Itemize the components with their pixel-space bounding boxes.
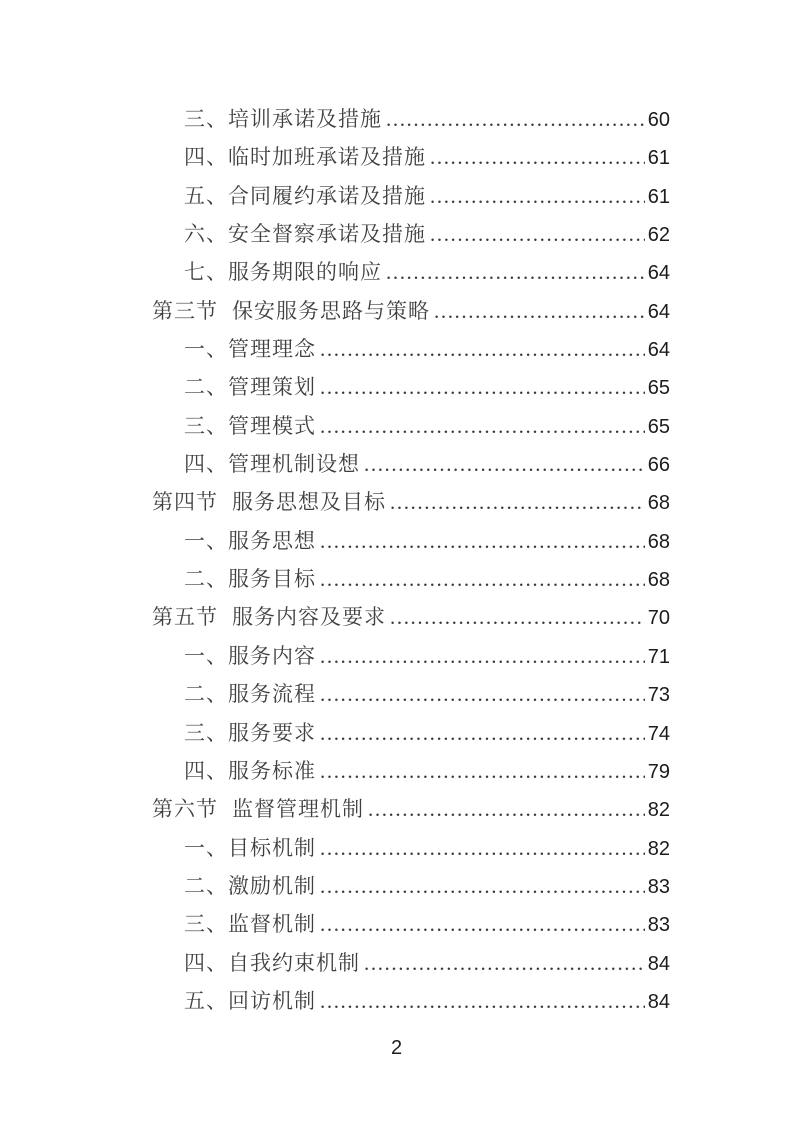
toc-entry-page: 61 [647, 147, 670, 170]
page-number: 2 [390, 1037, 403, 1059]
toc-entry-number: 五、 [184, 183, 228, 208]
toc-entry[interactable] [184, 368, 670, 406]
toc-entry-page: 84 [647, 990, 670, 1013]
toc-dot-leader [320, 637, 645, 675]
toc-entry-number: 第五节 [152, 605, 218, 630]
toc-entry-title: 管理策划 [228, 375, 316, 400]
table-of-contents [0, 100, 793, 1020]
toc-entry[interactable] [184, 675, 670, 713]
toc-entry-page: 83 [647, 875, 670, 898]
toc-dot-leader [430, 215, 645, 253]
toc-dot-leader [386, 100, 645, 138]
toc-dot-leader [364, 944, 645, 982]
toc-dot-leader [320, 982, 645, 1020]
toc-entry-number: 七、 [184, 260, 228, 285]
toc-entry-number: 二、 [184, 375, 228, 400]
toc-dot-leader [320, 714, 645, 752]
toc-entry-page: 68 [647, 530, 670, 553]
toc-entry[interactable] [184, 407, 670, 445]
toc-entry-page: 70 [647, 607, 670, 630]
toc-entry-number: 六、 [184, 222, 228, 247]
toc-entry-page: 65 [647, 377, 670, 400]
toc-entry-title: 管理机制设想 [228, 452, 360, 477]
toc-entry-title: 服务内容及要求 [232, 605, 386, 630]
toc-entry[interactable] [152, 483, 670, 521]
toc-entry-title: 服务要求 [228, 720, 316, 745]
toc-entry-page: 83 [647, 914, 670, 937]
toc-entry-page: 68 [647, 569, 670, 592]
toc-entry-number: 一、 [184, 643, 228, 668]
toc-entry-number: 三、 [184, 107, 228, 131]
toc-entry-page: 71 [647, 645, 670, 668]
toc-dot-leader [320, 829, 645, 867]
toc-entry-number: 四、 [184, 452, 228, 477]
toc-dot-leader [320, 905, 645, 943]
toc-entry[interactable] [152, 292, 670, 330]
toc-entry[interactable] [184, 944, 670, 982]
toc-entry-page: 79 [647, 760, 670, 783]
toc-dot-leader [320, 330, 645, 368]
toc-entry-number: 四、 [184, 950, 228, 975]
toc-entry[interactable] [184, 445, 670, 483]
toc-entry[interactable] [184, 982, 670, 1020]
toc-entry-page: 62 [647, 224, 670, 247]
toc-dot-leader [320, 522, 645, 560]
toc-entry-page: 73 [647, 684, 670, 707]
toc-entry[interactable] [184, 637, 670, 675]
toc-entry[interactable] [184, 905, 670, 943]
toc-entry-page: 68 [647, 492, 670, 515]
toc-entry-page: 66 [647, 454, 670, 477]
toc-entry-title: 服务流程 [228, 682, 316, 707]
toc-entry-number: 第六节 [152, 797, 218, 822]
toc-entry[interactable] [184, 100, 670, 138]
toc-entry-title: 回访机制 [228, 988, 316, 1013]
toc-entry-number: 二、 [184, 682, 228, 707]
toc-dot-leader [430, 138, 645, 176]
toc-entry-page: 64 [647, 262, 670, 285]
toc-entry-title: 合同履约承诺及措施 [228, 183, 426, 208]
toc-entry[interactable] [184, 714, 670, 752]
toc-entry-number: 一、 [184, 528, 228, 553]
toc-dot-leader [320, 867, 645, 905]
toc-entry-title: 监督机制 [228, 912, 316, 937]
toc-entry-page: 74 [647, 722, 670, 745]
toc-dot-leader [364, 445, 645, 483]
toc-entry[interactable] [184, 829, 670, 867]
toc-entry[interactable] [152, 790, 670, 828]
toc-entry[interactable] [184, 330, 670, 368]
toc-entry[interactable] [184, 138, 670, 176]
toc-dot-leader [320, 560, 645, 598]
toc-entry-title: 培训承诺及措施 [228, 107, 382, 131]
toc-dot-leader [390, 483, 645, 521]
toc-entry-title: 服务思想及目标 [232, 490, 386, 515]
toc-entry-page: 61 [647, 185, 670, 208]
toc-dot-leader [390, 598, 645, 636]
toc-entry[interactable] [184, 177, 670, 215]
toc-entry[interactable] [184, 522, 670, 560]
toc-dot-leader [320, 752, 645, 790]
toc-entry[interactable] [152, 598, 670, 636]
toc-dot-leader [320, 675, 645, 713]
toc-entry-title: 保安服务思路与策略 [232, 298, 430, 323]
toc-dot-leader [320, 368, 645, 406]
toc-entry-number: 三、 [184, 413, 228, 438]
toc-entry-title: 自我约束机制 [228, 950, 360, 975]
toc-entry-page: 64 [647, 339, 670, 362]
toc-entry-page: 60 [647, 109, 670, 131]
toc-dot-leader [430, 177, 645, 215]
toc-entry-title: 激励机制 [228, 873, 316, 898]
toc-entry[interactable] [184, 867, 670, 905]
toc-entry[interactable] [184, 752, 670, 790]
toc-entry-number: 三、 [184, 912, 228, 937]
toc-entry-title: 服务目标 [228, 567, 316, 592]
toc-dot-leader [320, 407, 645, 445]
toc-entry-page: 82 [647, 799, 670, 822]
toc-entry-page: 84 [647, 952, 670, 975]
toc-entry[interactable] [184, 560, 670, 598]
toc-entry-number: 第三节 [152, 298, 218, 323]
toc-entry-number: 第四节 [152, 490, 218, 515]
toc-entry-title: 临时加班承诺及措施 [228, 145, 426, 170]
toc-entry-title: 服务思想 [228, 528, 316, 553]
toc-entry-title: 服务标准 [228, 758, 316, 783]
toc-entry[interactable] [184, 253, 670, 291]
toc-entry-title: 管理模式 [228, 413, 316, 438]
toc-dot-leader [386, 253, 645, 291]
toc-entry-number: 三、 [184, 720, 228, 745]
toc-entry-number: 二、 [184, 873, 228, 898]
toc-entry-number: 二、 [184, 567, 228, 592]
toc-entry-title: 安全督察承诺及措施 [228, 222, 426, 247]
toc-entry[interactable] [184, 215, 670, 253]
toc-entry-title: 目标机制 [228, 835, 316, 860]
toc-entry-title: 管理理念 [228, 337, 316, 362]
toc-entry-page: 82 [647, 837, 670, 860]
toc-dot-leader [368, 790, 645, 828]
toc-entry-title: 服务期限的响应 [228, 260, 382, 285]
toc-entry-page: 65 [647, 415, 670, 438]
toc-entry-number: 四、 [184, 758, 228, 783]
toc-entry-number: 四、 [184, 145, 228, 170]
toc-dot-leader [434, 292, 645, 330]
toc-entry-title: 服务内容 [228, 643, 316, 668]
toc-entry-number: 一、 [184, 835, 228, 860]
toc-entry-number: 一、 [184, 337, 228, 362]
toc-entry-number: 五、 [184, 988, 228, 1013]
toc-entry-title: 监督管理机制 [232, 797, 364, 822]
toc-entry-page: 64 [647, 300, 670, 323]
